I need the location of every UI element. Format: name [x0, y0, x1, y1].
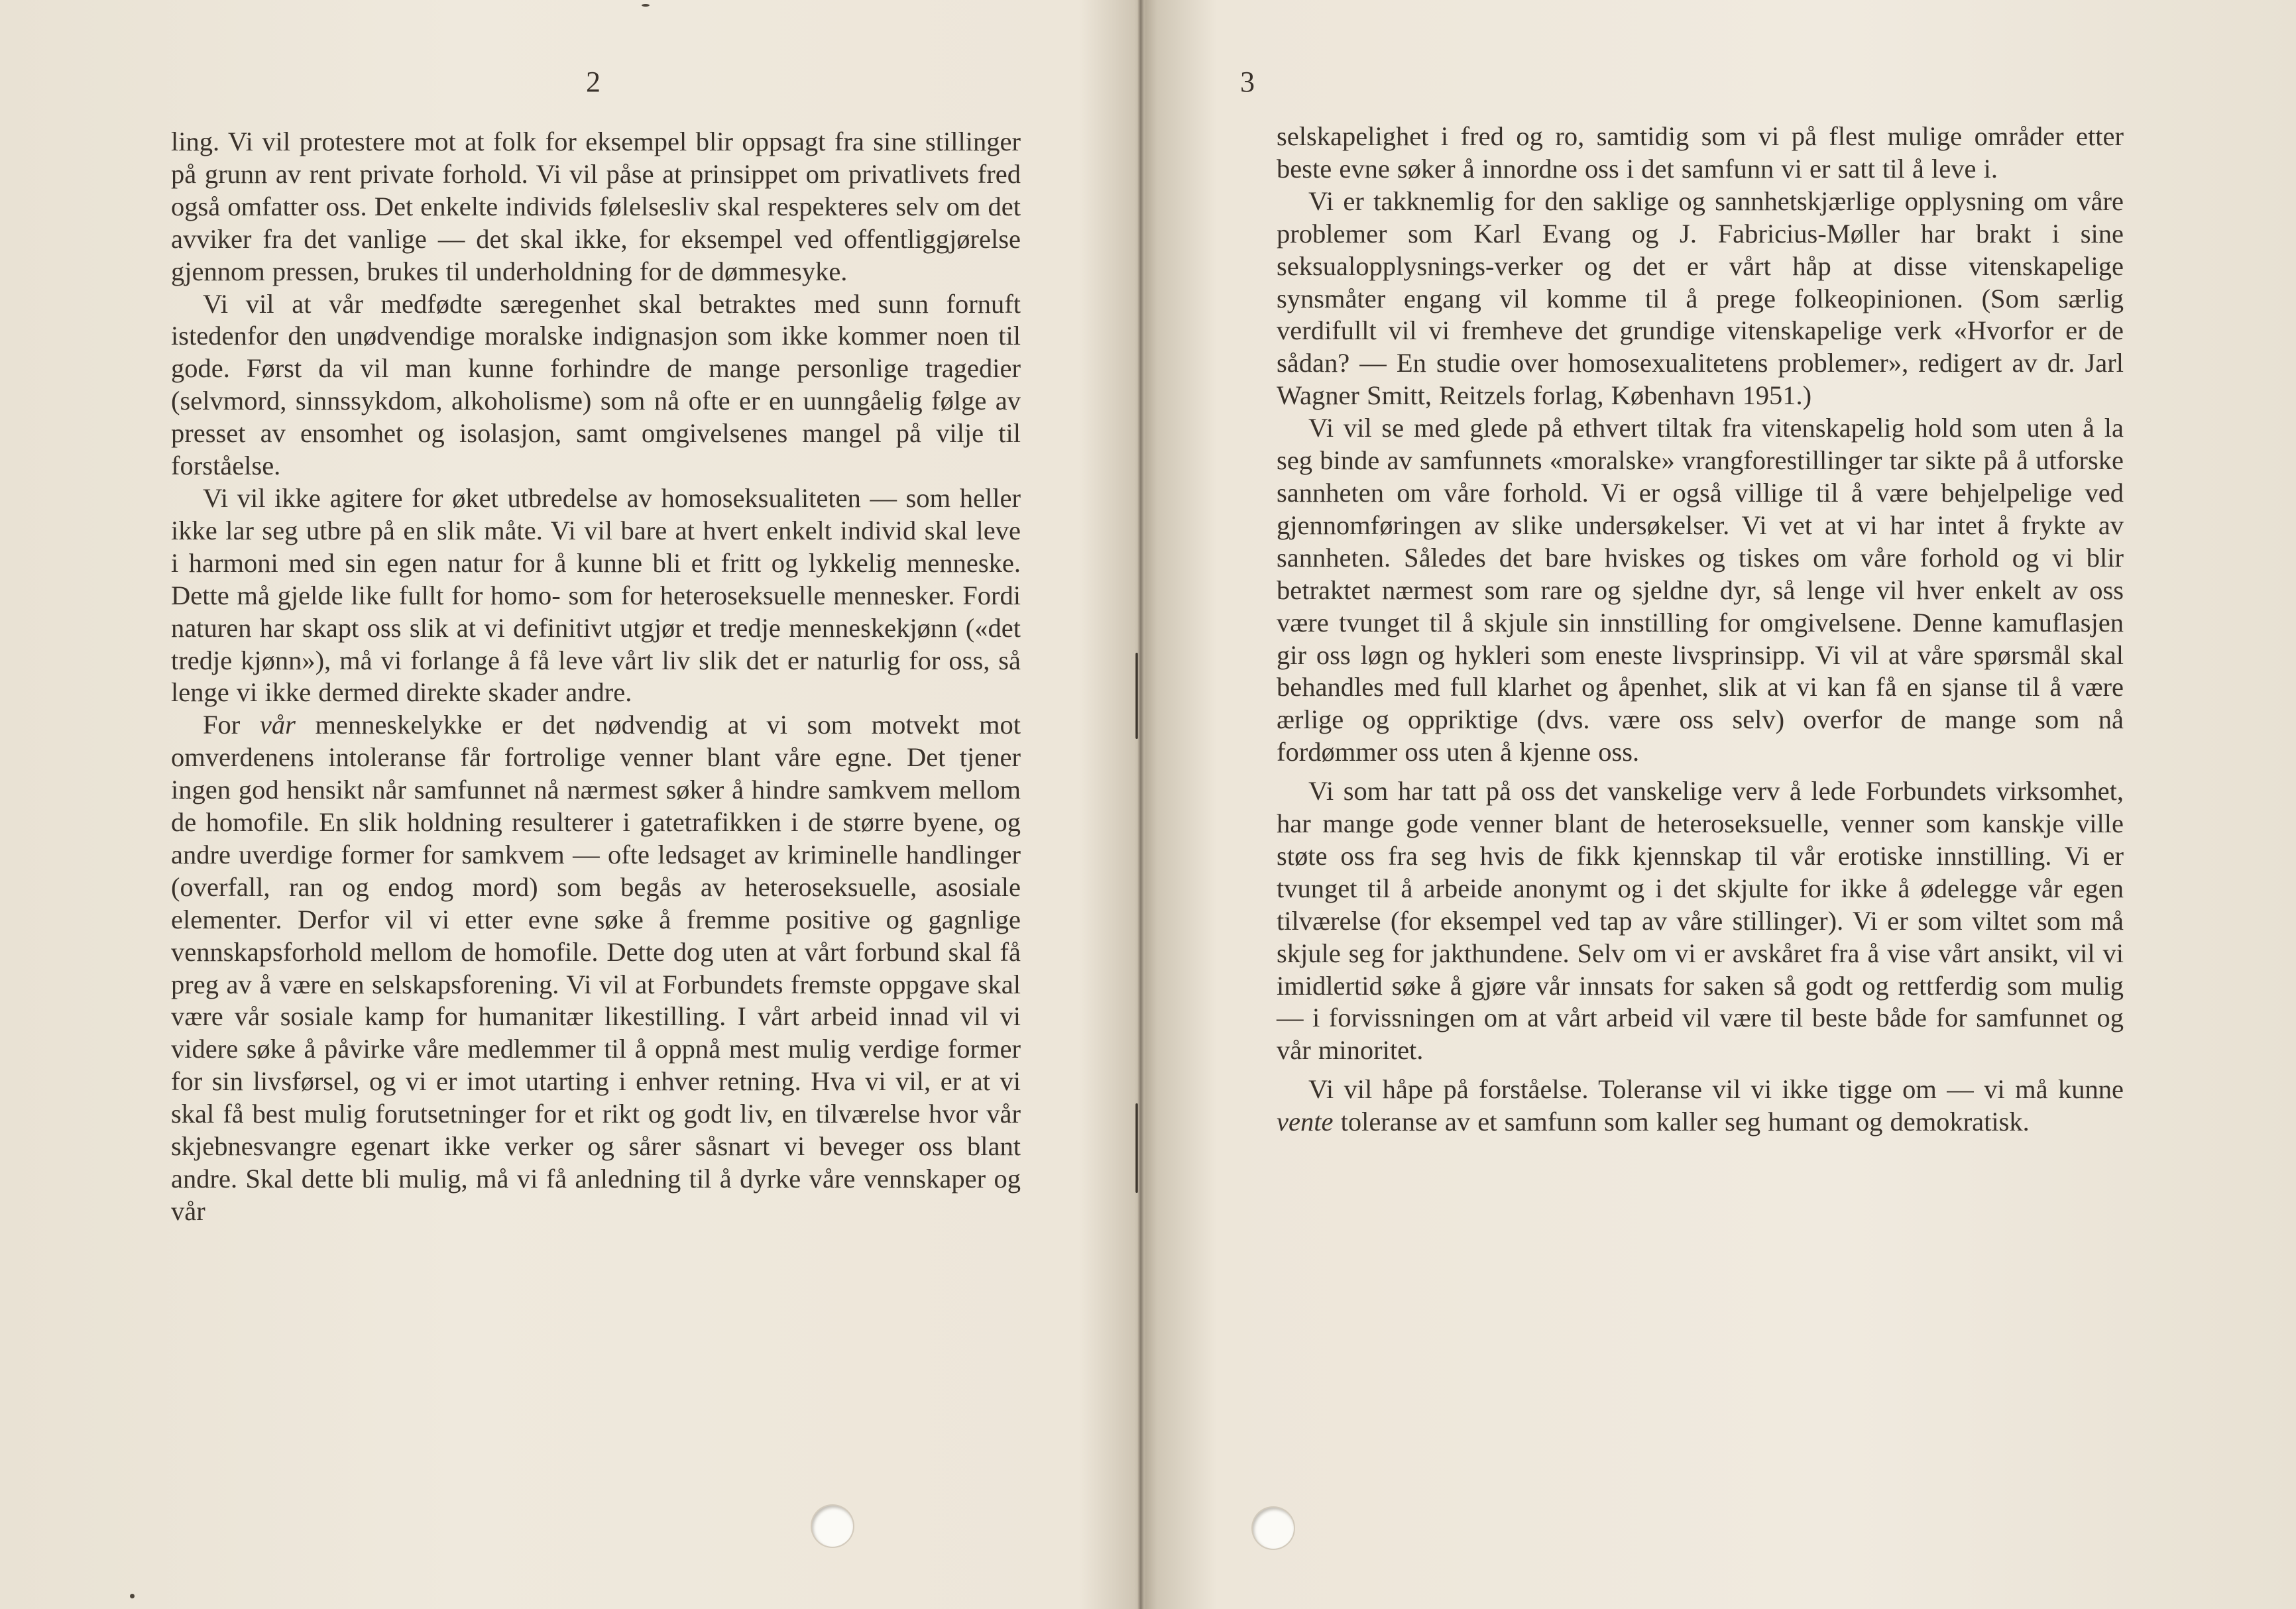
paragraph: Vi er takknemlig for den saklige og sannhetskjærlige opplysning om våre problemer som Karl Evang og J. Fabricius-Møller har brakt i sine seksualopplysnings-verker og det er vårt håp at disse vitenskapelige synsmåter engang vil komme til å prege folkeopinionen. (Som særlig verdifullt vil vi fremheve det grundige vitenskapelige verk «Hvorfor er de sådan? — En studie over homosexualitetens problemer», redigert av dr. Jarl Wagner Smitt, Reitzels forlag, København 1951.): [1277, 186, 2124, 411]
punch-hole: [812, 1506, 853, 1547]
paragraph: Vi vil se med glede på ethvert tiltak fra vitenskapelig hold som uten å la seg binde av samfunnets «moralske» vrangforestillinger tar sikte på å utforske sannheten om våre forhold. Vi er også villige til å være behjelpelige ved gjennomføringen av slike undersøkelser. Vi vet at vi har intet å frykte av sannheten. Således det bare hviskes og tiskes om våre forhold og vi blir betraktet nærmest som rare og sjeldne dyr, så lenge vil hver enkelt av oss være tvunget til å skjule sin innstilling for omgivelsene. Denne kamuflasjen gir oss løgn og hykleri som eneste livsprinsipp. Vi vil at våre spørsmål skal behandles med full klarhet og åpenhet, slik at vi kan få en sjanse til å være ærlige og oppriktige (dvs. være oss selv) overfor de mange som nå fordømmer oss uten å kjenne oss.: [1277, 413, 2124, 767]
right-page: [1144, 0, 2296, 1609]
paragraph: Vi som har tatt på oss det vanskelige verv å lede Forbundets virksomhet, har mange gode venner blant de heteroseksuelle, venner som kanskje ville støte oss fra seg hvis de fikk kjennskap til vår erotiske innstilling. Vi er tvunget til å arbeide anonymt og i det skjulte for ikke å ødelegge vår egen tilværelse (for eksempel ved tap av våre stillinger). Vi er som viltet som må skjule seg for jakthundene. Selv om vi er avskåret fra å vise vårt ansikt, vil vi imidlertid søke å gjøre vår innsats for saken så godt og rettferdig som mulig — i forvissningen om at vårt arbeid vil være til beste både for samfunnet og vår minoritet.: [1277, 776, 2124, 1066]
paragraph-text: menneskelykke er det nødvendig at vi som motvekt mot omverdenens intoleranse får fortrolige venner blant våre egne. Det tjener ingen god hensikt når samfunnet nå nærmest søker å hindre samkvem mellom de homofile. En slik holdning resulterer i gatetrafikken i de større byene, og andre uverdige former for samkvem — ofte ledsaget av kriminelle handlinger (overfall, ran og endog mord) som begås av heteroseksuelle, asosiale elementer. Derfor vil vi etter evne søke å fremme positive og gagnlige vennskapsforhold mellom de homofile. Dette dog uten at vårt forbund skal få preg av å være en selskapsforening. Vi vil at Forbundets fremste oppgave skal være vår sosiale kamp for humanitær likestilling. I vårt arbeid innad vil vi videre søke å påvirke våre medlemmer til å oppnå mest mulig verdige former for sin livsførsel, og vi er imot utarting i enhver retning. Hva vi vil, er at vi skal få best mulig forutsetninger for et rikt og godt liv, en tilværelse hvor vår skjebnesvangre egenart ikke verker og sårer såsnart vi beveger oss blant andre. Skal dette bli mulig, må vi få anledning til å dyrke våre vennskaper og vår: [171, 710, 1021, 1226]
paragraph: Vi vil ikke agitere for øket utbredelse av homoseksualiteten — som heller ikke lar seg utbre på en slik måte. Vi vil bare at hvert enkelt individ skal leve i harmoni med sin egen natur for å kunne bli et fritt og lykkelig menneske. Dette må gjelde like fullt for homo- som for heteroseksuelle mennesker. Fordi naturen har skapt oss slik at vi definitivt utgjør et tredje menneskekjønn («det tredje kjønn»), må vi forlange å få leve vårt liv slik det er naturlig for oss, så lenge vi ikke dermed direkte skader andre.: [171, 482, 1021, 708]
body-text: [1277, 121, 2124, 1138]
punch-hole: [1253, 1508, 1294, 1549]
page-number: 2: [586, 66, 601, 98]
center-fold: [1137, 0, 1144, 1609]
paragraph: [171, 709, 1021, 1228]
left-page: [0, 0, 1137, 1609]
emphasis-text: vår: [259, 710, 296, 740]
paragraph: ling. Vi vil protestere mot at folk for eksempel blir oppsagt fra sine stillinger på grunn av rent private forhold. Vi vil påse at prinsippet om privatlivets fred også omfatter oss. Det enkelte individs følelsesliv skal respekteres selv om det avviker fra det vanlige — det skal ikke, for eksempel ved offentliggjørelse gjennom pressen, brukes til underholdning for de dømmesyke.: [171, 127, 1021, 286]
ink-speck: [642, 4, 650, 7]
paragraph: Vi vil at vår medfødte særegenhet skal betraktes med sunn fornuft istedenfor den unødvendige moralske indignasjon som ikke kommer noen til gode. Først da vil man kunne forhindre de mange personlige tragedier (selvmord, sinnssykdom, alkoholisme) som nå ofte er en uunngåelig følge av presset av ensomhet og isolasjon, samt omgivelsenes mangel på vilje til forståelse.: [171, 288, 1021, 481]
paragraph-text: For: [203, 710, 260, 740]
paragraph-text: Vi vil håpe på forståelse. Toleranse vil vi ikke tigge om — vi må kunne: [1308, 1074, 2124, 1105]
page-number: 3: [1240, 66, 1255, 98]
paragraph-text: toleranse av et samfunn som kaller seg humant og demokratisk.: [1333, 1107, 2030, 1137]
body-text: [171, 126, 1021, 1228]
paragraph: selskapelighet i fred og ro, samtidig som vi på flest mulige områder etter beste evne søker å innordne oss i det samfunn vi er satt til å leve i.: [1277, 121, 2124, 184]
emphasis-text: vente: [1277, 1107, 1334, 1137]
paragraph: [1277, 1074, 2124, 1138]
ink-speck: [130, 1594, 135, 1598]
